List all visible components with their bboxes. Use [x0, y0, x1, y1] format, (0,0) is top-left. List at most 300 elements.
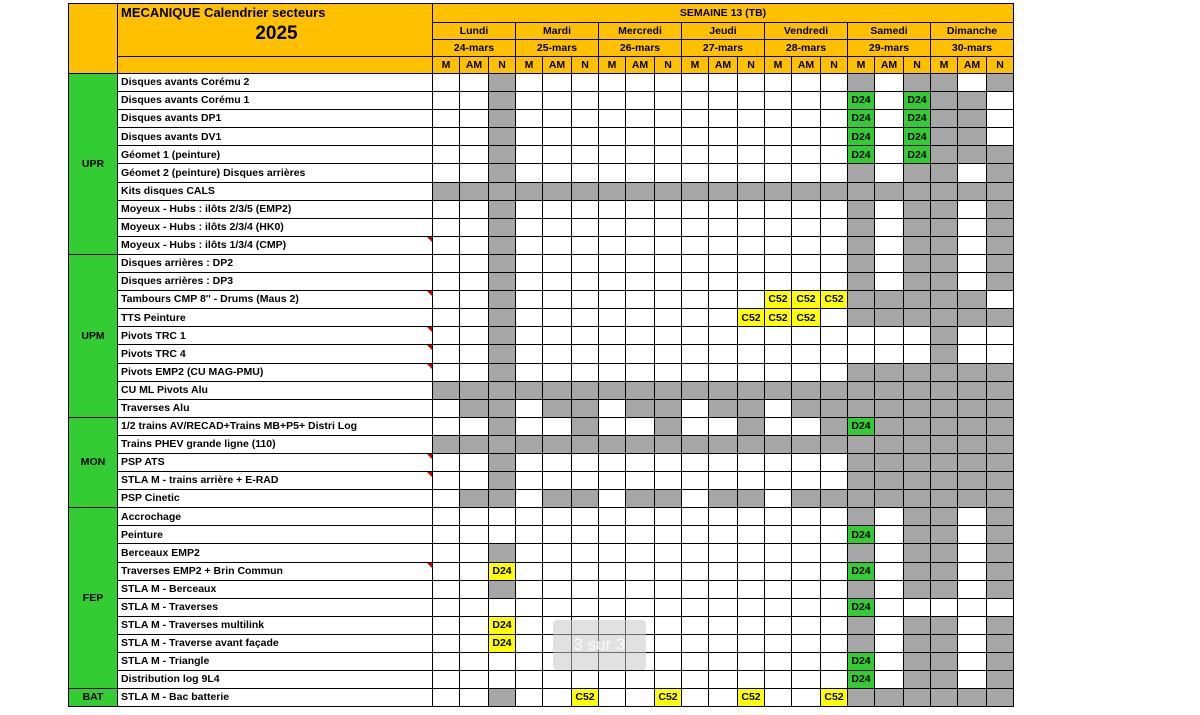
schedule-cell [516, 544, 543, 562]
row-label: Disques arrières : DP2 [118, 254, 433, 272]
table-row [69, 381, 1014, 399]
schedule-cell [655, 327, 682, 345]
schedule-cell [738, 200, 765, 218]
schedule-cell [904, 453, 931, 471]
schedule-cell [765, 526, 792, 544]
schedule-cell [709, 653, 738, 671]
schedule-cell [516, 417, 543, 435]
schedule-cell [460, 598, 489, 616]
schedule-cell [958, 363, 987, 381]
shift-header: M [516, 57, 543, 74]
schedule-cell [709, 399, 738, 417]
schedule-cell [709, 580, 738, 598]
schedule-cell [626, 218, 655, 236]
schedule-cell [987, 92, 1014, 110]
shift-header: M [931, 57, 958, 74]
schedule-cell [655, 345, 682, 363]
schedule-cell-d24: D24 [848, 110, 875, 128]
schedule-cell [599, 200, 626, 218]
schedule-cell-c52: C52 [821, 291, 848, 309]
schedule-cell [626, 453, 655, 471]
table-row [69, 490, 1014, 508]
schedule-cell [433, 544, 460, 562]
schedule-cell [709, 218, 738, 236]
schedule-cell [875, 526, 904, 544]
schedule-cell [848, 472, 875, 490]
schedule-cell [958, 146, 987, 164]
schedule-cell [875, 562, 904, 580]
schedule-cell [738, 526, 765, 544]
schedule-cell [931, 490, 958, 508]
schedule-cell [489, 598, 516, 616]
schedule-cell-c52: C52 [792, 309, 821, 327]
schedule-cell [987, 218, 1014, 236]
shift-header: M [848, 57, 875, 74]
schedule-cell [460, 110, 489, 128]
schedule-cell [543, 562, 572, 580]
day-name-6: Dimanche [931, 23, 1014, 40]
schedule-cell [460, 182, 489, 200]
schedule-cell [875, 291, 904, 309]
schedule-cell [792, 634, 821, 652]
schedule-cell [765, 490, 792, 508]
schedule-cell [958, 544, 987, 562]
schedule-cell [433, 273, 460, 291]
schedule-cell [848, 254, 875, 272]
schedule-cell [433, 453, 460, 471]
schedule-cell [460, 634, 489, 652]
schedule-cell [572, 164, 599, 182]
schedule-cell [875, 200, 904, 218]
schedule-cell-d24: D24 [848, 598, 875, 616]
schedule-cell [821, 128, 848, 146]
schedule-cell [626, 598, 655, 616]
shift-header: M [433, 57, 460, 74]
schedule-cell [599, 110, 626, 128]
row-label: STLA M - Bac batterie [118, 689, 433, 707]
schedule-cell [904, 273, 931, 291]
schedule-cell [655, 381, 682, 399]
schedule-cell [626, 417, 655, 435]
schedule-cell [765, 164, 792, 182]
table-row [69, 562, 1014, 580]
table-row [69, 417, 1014, 435]
schedule-cell-d24: D24 [848, 146, 875, 164]
schedule-cell [489, 580, 516, 598]
schedule-cell [987, 616, 1014, 634]
schedule-cell [765, 472, 792, 490]
schedule-cell [958, 671, 987, 689]
schedule-cell [904, 616, 931, 634]
schedule-cell [987, 526, 1014, 544]
row-label: Traverses Alu [118, 399, 433, 417]
schedule-cell [626, 146, 655, 164]
schedule-cell [875, 128, 904, 146]
schedule-cell [765, 273, 792, 291]
schedule-cell [489, 128, 516, 146]
schedule-cell [875, 74, 904, 92]
row-label: Tambours CMP 8'' - Drums (Maus 2) [118, 291, 433, 309]
schedule-cell [792, 598, 821, 616]
schedule-cell [875, 490, 904, 508]
schedule-cell [682, 182, 709, 200]
schedule-cell [599, 598, 626, 616]
schedule-cell [765, 580, 792, 598]
day-name-1: Mardi [516, 23, 599, 40]
day-date-0: 24-mars [433, 40, 516, 57]
schedule-cell [682, 490, 709, 508]
schedule-cell [987, 653, 1014, 671]
schedule-cell [931, 146, 958, 164]
schedule-cell [682, 309, 709, 327]
schedule-cell [626, 526, 655, 544]
schedule-cell [958, 453, 987, 471]
schedule-cell [792, 182, 821, 200]
schedule-cell [655, 200, 682, 218]
shift-header: N [655, 57, 682, 74]
schedule-cell [572, 399, 599, 417]
schedule-cell [516, 309, 543, 327]
schedule-cell [958, 689, 987, 707]
schedule-cell [709, 363, 738, 381]
schedule-cell [765, 689, 792, 707]
schedule-cell [931, 164, 958, 182]
schedule-cell [543, 508, 572, 526]
schedule-cell [460, 363, 489, 381]
row-label: Disques avants Corému 1 [118, 92, 433, 110]
schedule-cell-c52: C52 [572, 689, 599, 707]
day-date-5: 29-mars [848, 40, 931, 57]
schedule-cell [489, 74, 516, 92]
schedule-cell [489, 110, 516, 128]
schedule-cell [543, 200, 572, 218]
schedule-cell [987, 417, 1014, 435]
shift-header: N [489, 57, 516, 74]
schedule-cell [626, 435, 655, 453]
shift-header: AM [875, 57, 904, 74]
schedule-cell [765, 327, 792, 345]
schedule-cell [821, 562, 848, 580]
schedule-cell [738, 472, 765, 490]
schedule-cell [958, 182, 987, 200]
schedule-cell [460, 146, 489, 164]
schedule-cell [738, 327, 765, 345]
schedule-cell [460, 453, 489, 471]
schedule-cell [543, 273, 572, 291]
table-row [69, 218, 1014, 236]
schedule-cell [572, 110, 599, 128]
schedule-cell [516, 580, 543, 598]
schedule-cell [709, 345, 738, 363]
schedule-cell [987, 345, 1014, 363]
schedule-cell [931, 562, 958, 580]
schedule-cell [543, 236, 572, 254]
schedule-cell [738, 544, 765, 562]
schedule-cell [765, 417, 792, 435]
schedule-cell [489, 435, 516, 453]
schedule-cell [931, 309, 958, 327]
shift-header: AM [792, 57, 821, 74]
schedule-cell [655, 616, 682, 634]
schedule-cell [655, 254, 682, 272]
schedule-cell [682, 146, 709, 164]
schedule-cell [433, 200, 460, 218]
schedule-cell [765, 544, 792, 562]
schedule-cell [516, 435, 543, 453]
schedule-cell [765, 653, 792, 671]
schedule-cell [875, 273, 904, 291]
schedule-cell [682, 562, 709, 580]
schedule-cell [655, 490, 682, 508]
schedule-cell [821, 598, 848, 616]
schedule-cell [655, 236, 682, 254]
schedule-cell [875, 309, 904, 327]
schedule-cell [931, 435, 958, 453]
schedule-cell [709, 417, 738, 435]
schedule-cell [655, 453, 682, 471]
schedule-cell [931, 74, 958, 92]
schedule-cell [821, 417, 848, 435]
schedule-cell [433, 580, 460, 598]
schedule-cell [655, 291, 682, 309]
week-label: SEMAINE 13 (TB) [433, 4, 1014, 23]
schedule-cell [987, 363, 1014, 381]
schedule-cell [572, 363, 599, 381]
schedule-cell [709, 146, 738, 164]
schedule-cell [460, 689, 489, 707]
schedule-cell [875, 218, 904, 236]
table-row [69, 164, 1014, 182]
schedule-cell [599, 345, 626, 363]
table-row [69, 146, 1014, 164]
row-label: Disques avants DV1 [118, 128, 433, 146]
schedule-cell [904, 544, 931, 562]
schedule-cell [821, 508, 848, 526]
schedule-cell [958, 381, 987, 399]
shift-header: N [738, 57, 765, 74]
schedule-cell [821, 327, 848, 345]
schedule-cell [792, 273, 821, 291]
schedule-cell [931, 472, 958, 490]
schedule-cell [765, 92, 792, 110]
schedule-cell [655, 544, 682, 562]
schedule-cell [738, 490, 765, 508]
schedule-cell [792, 689, 821, 707]
schedule-cell [848, 200, 875, 218]
schedule-cell [682, 345, 709, 363]
schedule-cell [792, 417, 821, 435]
shift-header: AM [709, 57, 738, 74]
schedule-cell [433, 399, 460, 417]
schedule-cell-c52: C52 [738, 309, 765, 327]
schedule-cell [904, 562, 931, 580]
schedule-cell [433, 508, 460, 526]
schedule-cell [682, 236, 709, 254]
schedule-cell [738, 598, 765, 616]
schedule-cell [931, 110, 958, 128]
schedule-cell [655, 164, 682, 182]
schedule-cell [765, 110, 792, 128]
schedule-cell [626, 381, 655, 399]
schedule-cell [958, 254, 987, 272]
row-label: Moyeux - Hubs : ilôts 1/3/4 (CMP) [118, 236, 433, 254]
schedule-cell [543, 472, 572, 490]
row-label: Kits disques CALS [118, 182, 433, 200]
schedule-cell [543, 689, 572, 707]
row-label: Trains PHEV grande ligne (110) [118, 435, 433, 453]
schedule-cell [572, 92, 599, 110]
schedule-cell [931, 254, 958, 272]
schedule-cell [460, 562, 489, 580]
schedule-cell [875, 435, 904, 453]
schedule-cell [543, 309, 572, 327]
row-label: Accrochage [118, 508, 433, 526]
schedule-cell [848, 291, 875, 309]
schedule-cell [904, 164, 931, 182]
schedule-cell [821, 218, 848, 236]
schedule-cell [516, 453, 543, 471]
schedule-cell [987, 327, 1014, 345]
schedule-cell [792, 381, 821, 399]
schedule-cell [599, 363, 626, 381]
row-label: 1/2 trains AV/RECAD+Trains MB+P5+ Distri Log [118, 417, 433, 435]
shift-header: M [682, 57, 709, 74]
schedule-cell [682, 273, 709, 291]
schedule-cell [682, 327, 709, 345]
schedule-cell [904, 508, 931, 526]
schedule-cell [543, 327, 572, 345]
day-name-0: Lundi [433, 23, 516, 40]
schedule-cell [821, 182, 848, 200]
schedule-cell [875, 417, 904, 435]
schedule-cell [516, 254, 543, 272]
schedule-cell [433, 562, 460, 580]
table-row [69, 671, 1014, 689]
schedule-cell [460, 417, 489, 435]
schedule-cell [543, 671, 572, 689]
schedule-cell [987, 689, 1014, 707]
schedule-cell [765, 435, 792, 453]
schedule-cell [489, 472, 516, 490]
schedule-cell [489, 526, 516, 544]
schedule-cell [599, 453, 626, 471]
schedule-cell [682, 634, 709, 652]
schedule-cell [682, 653, 709, 671]
schedule-cell [987, 309, 1014, 327]
schedule-cell [987, 598, 1014, 616]
schedule-cell [543, 544, 572, 562]
schedule-cell [572, 671, 599, 689]
schedule-cell [626, 182, 655, 200]
row-label: CU ML Pivots Alu [118, 381, 433, 399]
schedule-cell [904, 254, 931, 272]
schedule-cell [931, 598, 958, 616]
shift-header: AM [626, 57, 655, 74]
schedule-cell [958, 345, 987, 363]
schedule-cell-c52: C52 [792, 291, 821, 309]
schedule-cell [682, 74, 709, 92]
schedule-cell [821, 146, 848, 164]
schedule-cell [765, 200, 792, 218]
schedule-cell [572, 453, 599, 471]
schedule-cell [848, 381, 875, 399]
schedule-cell [543, 146, 572, 164]
schedule-cell-d24: D24 [904, 146, 931, 164]
schedule-cell [655, 417, 682, 435]
schedule-cell [821, 236, 848, 254]
schedule-cell [958, 92, 987, 110]
schedule-cell [848, 689, 875, 707]
table-row [69, 634, 1014, 652]
schedule-cell [931, 345, 958, 363]
schedule-cell [848, 399, 875, 417]
table-row [69, 363, 1014, 381]
schedule-cell [543, 381, 572, 399]
schedule-cell [904, 218, 931, 236]
schedule-cell [489, 399, 516, 417]
schedule-cell [931, 291, 958, 309]
schedule-cell [572, 435, 599, 453]
schedule-cell [904, 472, 931, 490]
schedule-cell [765, 399, 792, 417]
schedule-cell [516, 236, 543, 254]
schedule-cell [543, 363, 572, 381]
page-indicator-overlay: 3 sur 3 [553, 620, 646, 670]
schedule-cell [543, 110, 572, 128]
schedule-cell [821, 399, 848, 417]
schedule-cell [709, 435, 738, 453]
schedule-cell [958, 327, 987, 345]
schedule-cell [738, 128, 765, 146]
schedule-cell [433, 92, 460, 110]
schedule-cell [516, 200, 543, 218]
schedule-cell [572, 598, 599, 616]
table-row [69, 254, 1014, 272]
schedule-cell [931, 218, 958, 236]
schedule-cell [460, 273, 489, 291]
schedule-cell [655, 399, 682, 417]
schedule-cell [626, 544, 655, 562]
schedule-cell-d24: D24 [848, 128, 875, 146]
schedule-cell [821, 254, 848, 272]
schedule-cell [572, 291, 599, 309]
schedule-cell [848, 616, 875, 634]
schedule-cell [516, 146, 543, 164]
table-row [69, 580, 1014, 598]
schedule-cell [792, 490, 821, 508]
schedule-cell [738, 182, 765, 200]
schedule-cell [848, 182, 875, 200]
table-row [69, 653, 1014, 671]
schedule-cell [516, 291, 543, 309]
schedule-cell [655, 74, 682, 92]
schedule-cell [958, 508, 987, 526]
schedule-cell [904, 671, 931, 689]
schedule-cell [489, 254, 516, 272]
schedule-cell [875, 689, 904, 707]
schedule-cell [848, 218, 875, 236]
schedule-cell [875, 472, 904, 490]
schedule-cell [489, 453, 516, 471]
schedule-cell [958, 74, 987, 92]
schedule-cell [738, 254, 765, 272]
schedule-cell [931, 92, 958, 110]
schedule-cell [709, 526, 738, 544]
schedule-cell [848, 363, 875, 381]
schedule-cell [543, 182, 572, 200]
schedule-cell [709, 381, 738, 399]
schedule-cell [738, 634, 765, 652]
